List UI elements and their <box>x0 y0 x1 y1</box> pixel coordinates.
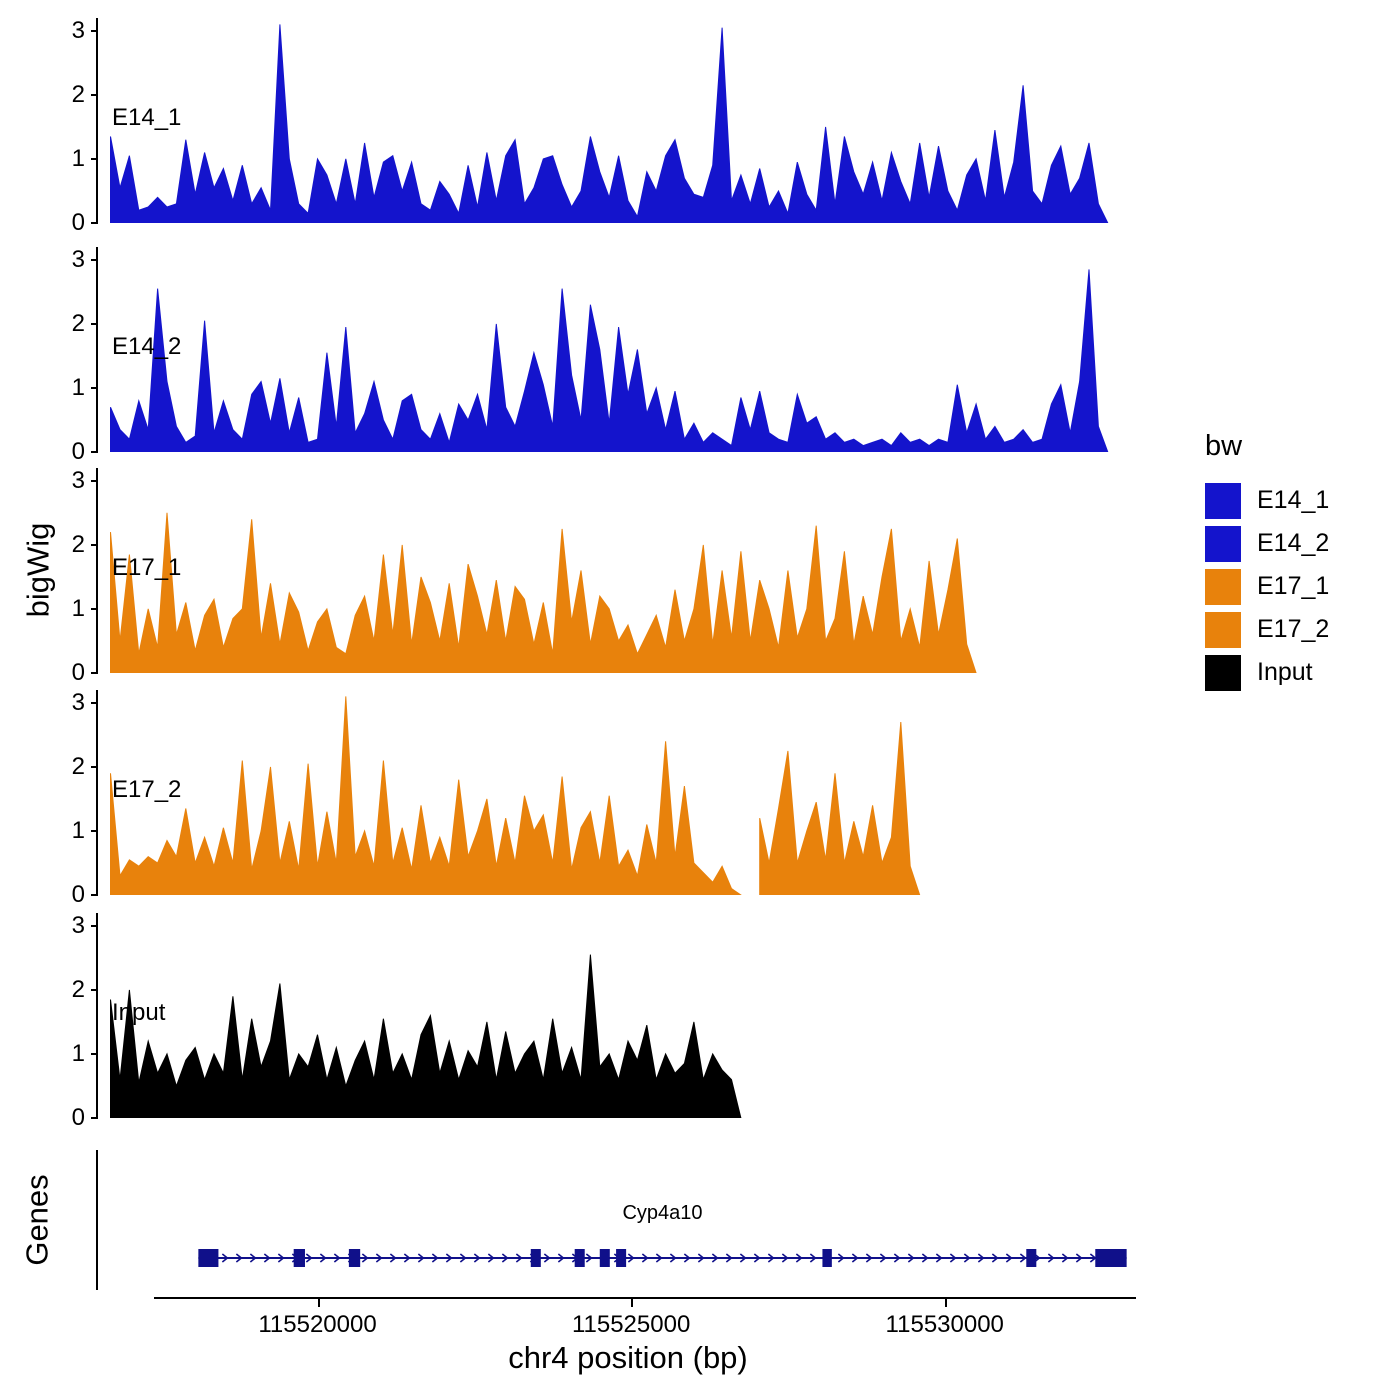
x-tick-label: 115520000 <box>258 1311 377 1338</box>
y-tick <box>91 158 98 160</box>
y-tick-label: 2 <box>71 975 85 1003</box>
y-tick <box>91 925 98 927</box>
coverage-area-e17_1 <box>98 468 1158 673</box>
legend-swatch <box>1205 526 1241 562</box>
y-axis-ticks <box>71 911 98 1131</box>
x-tick <box>318 1299 320 1307</box>
track-panel-e17_2 <box>71 688 1158 908</box>
genes-axis-title: Genes <box>20 1174 55 1266</box>
legend-swatch <box>1205 483 1241 519</box>
gene-label: Cyp4a10 <box>622 1202 703 1224</box>
x-tick <box>945 1299 947 1307</box>
plot-area <box>98 690 1158 895</box>
coverage-area-e14_2 <box>98 247 1158 452</box>
genes-panel <box>78 1150 1158 1290</box>
coverage-area-e14_1 <box>98 18 1158 223</box>
y-tick-label: 2 <box>71 752 85 780</box>
y-tick <box>91 94 98 96</box>
y-tick <box>91 1117 98 1119</box>
plot-area <box>98 468 1158 673</box>
y-tick-label: 2 <box>71 80 85 108</box>
y-tick <box>91 451 98 453</box>
y-tick-label: 3 <box>71 245 85 273</box>
y-tick-label: 2 <box>71 309 85 337</box>
y-tick <box>91 672 98 674</box>
y-tick <box>91 259 98 261</box>
plot-area <box>98 913 1158 1118</box>
y-axis-ticks <box>71 466 98 686</box>
y-tick-label: 1 <box>71 1039 85 1067</box>
track-label-e14_2: E14_2 <box>112 333 182 361</box>
track-panel-e14_2 <box>71 245 1158 465</box>
y-tick-label: 0 <box>71 881 85 908</box>
legend-label: E17_1 <box>1257 572 1330 600</box>
y-axis-ticks <box>71 688 98 908</box>
track-label-e17_2: E17_2 <box>112 776 182 804</box>
y-tick <box>91 480 98 482</box>
gene-model <box>98 1150 1158 1290</box>
y-tick-label: 3 <box>71 911 85 939</box>
y-axis-ticks <box>71 245 98 465</box>
x-tick-label: 115530000 <box>885 1311 1004 1338</box>
x-tick-label: 115525000 <box>571 1311 691 1338</box>
y-tick-label: 2 <box>71 530 85 558</box>
y-tick-label: 1 <box>71 594 85 622</box>
y-axis-title: bigWig <box>20 522 56 618</box>
legend-label: Input <box>1257 658 1313 686</box>
y-axis-ticks <box>71 16 98 236</box>
x-axis-title: chr4 position (bp) <box>508 1340 748 1375</box>
plot-area <box>98 18 1158 223</box>
track-label-input: Input <box>112 999 166 1027</box>
y-tick <box>91 222 98 224</box>
legend-item-e17_1[interactable] <box>1205 565 1385 608</box>
legend-swatch <box>1205 612 1241 648</box>
legend-swatch <box>1205 569 1241 605</box>
y-tick <box>91 387 98 389</box>
legend-label: E14_2 <box>1257 529 1330 557</box>
y-tick <box>91 894 98 896</box>
y-tick-label: 0 <box>71 209 85 236</box>
y-tick-label: 1 <box>71 373 85 401</box>
legend-items <box>1205 479 1385 694</box>
legend-item-e17_2[interactable] <box>1205 608 1385 651</box>
legend-item-e14_1[interactable] <box>1205 479 1385 522</box>
y-tick-label: 0 <box>71 659 85 686</box>
y-tick-label: 3 <box>71 466 85 494</box>
track-label-e17_1: E17_1 <box>112 554 182 582</box>
x-tick <box>631 1299 633 1307</box>
y-tick <box>91 1053 98 1055</box>
y-tick <box>91 544 98 546</box>
y-tick <box>91 608 98 610</box>
y-tick-label: 3 <box>71 688 85 716</box>
y-tick-label: 3 <box>71 16 85 44</box>
track-panel-input <box>71 911 1158 1131</box>
track-panel-e14_1 <box>71 16 1158 236</box>
y-tick <box>91 830 98 832</box>
coverage-area-e17_2 <box>98 690 1158 895</box>
track-label-e14_1: E14_1 <box>112 104 182 132</box>
y-tick <box>91 989 98 991</box>
y-tick <box>91 323 98 325</box>
y-tick <box>91 30 98 32</box>
y-tick-label: 1 <box>71 144 85 172</box>
y-tick-label: 1 <box>71 816 85 844</box>
y-tick-label: 0 <box>71 438 85 465</box>
y-tick-label: 0 <box>71 1104 85 1131</box>
legend-swatch <box>1205 655 1241 691</box>
y-tick <box>91 766 98 768</box>
legend-label: E14_1 <box>1257 486 1330 514</box>
y-tick <box>91 702 98 704</box>
legend-item-e14_2[interactable] <box>1205 522 1385 565</box>
coverage-area-input <box>98 913 1158 1118</box>
legend-label: E17_2 <box>1257 615 1330 643</box>
plot-area <box>98 247 1158 452</box>
legend-title: bw <box>1205 430 1243 462</box>
x-axis-line <box>154 1297 1136 1299</box>
track-panel-e17_1 <box>71 466 1158 686</box>
legend-item-input[interactable] <box>1205 651 1385 694</box>
legend <box>1205 430 1385 694</box>
